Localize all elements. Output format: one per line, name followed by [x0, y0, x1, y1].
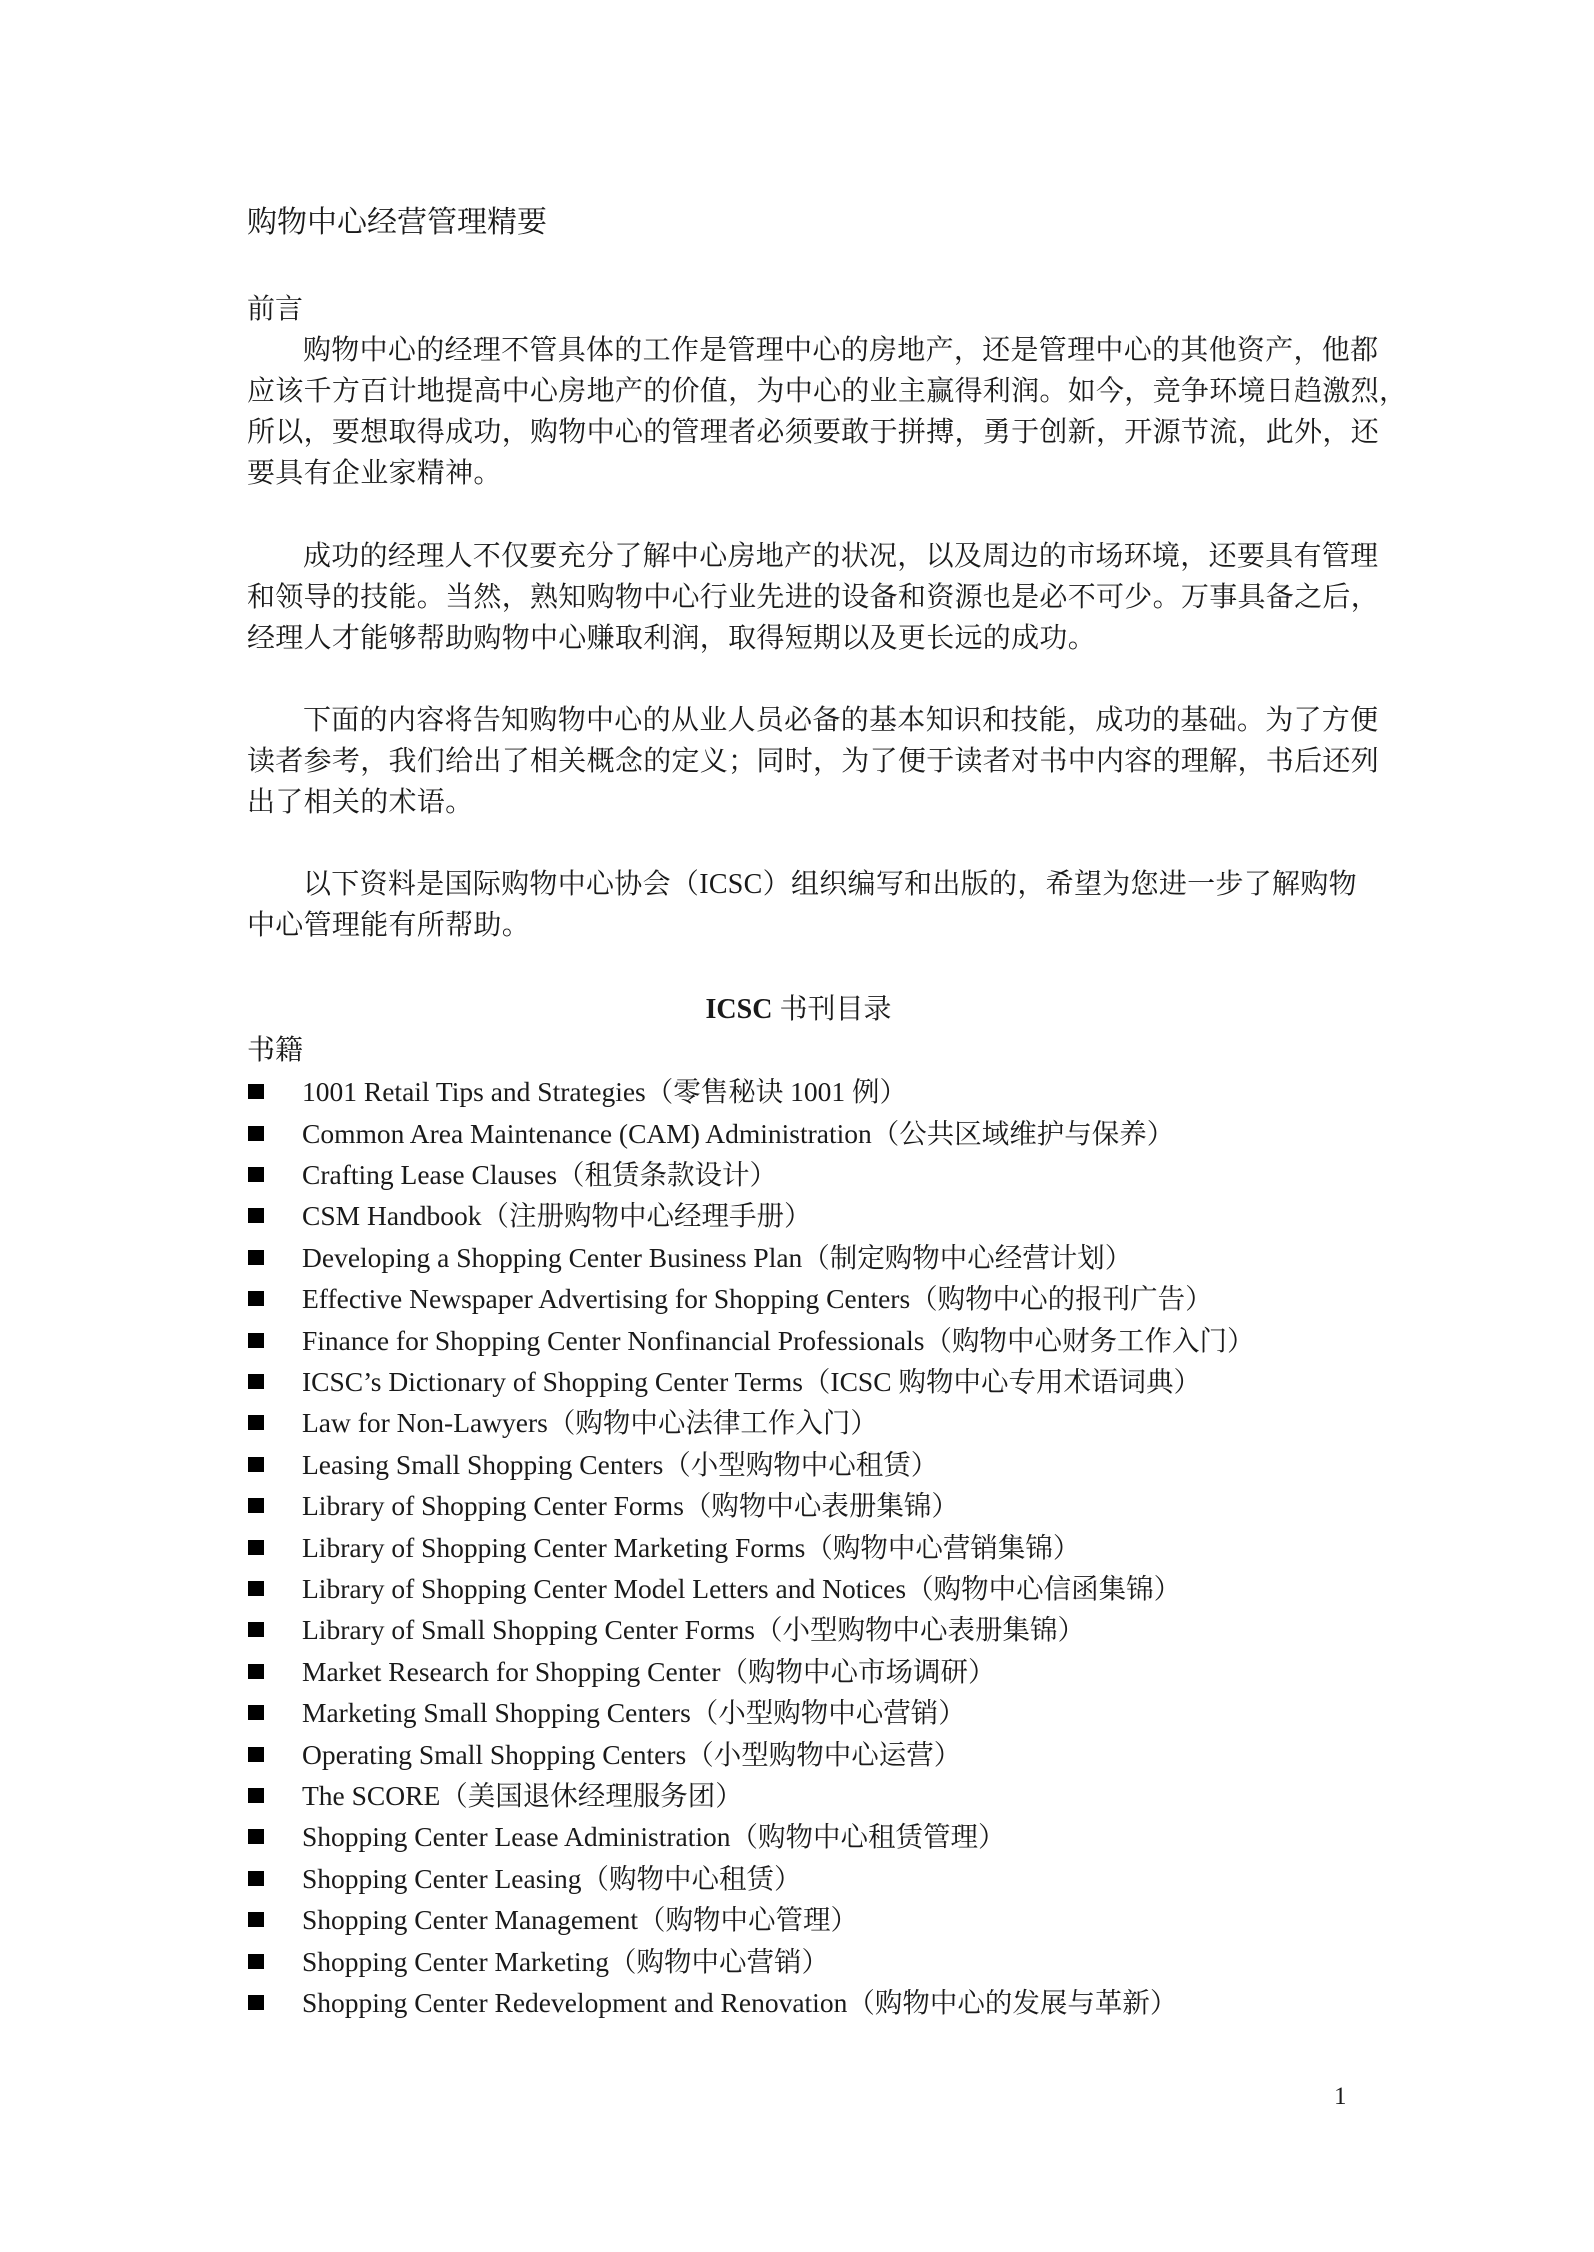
paragraph-line: 要具有企业家精神。 [247, 458, 502, 490]
book-title: Shopping Center Marketing（购物中心营销） [302, 1945, 830, 1977]
book-title: Developing a Shopping Center Business Plan（制定购物中心经营计划） [302, 1241, 1133, 1273]
book-list-item [247, 1775, 1350, 1816]
paragraph-spacer [247, 823, 1350, 864]
paragraph-line: 购物中心的经理不管具体的工作是管理中心的房地产，还是管理中心的其他资产，他都 [303, 335, 1379, 367]
book-title: Shopping Center Lease Administration（购物中心租赁管理） [302, 1821, 1006, 1853]
book-title: Operating Small Shopping Centers（小型购物中心运营） [302, 1738, 962, 1770]
paragraph-line: 下面的内容将告知购物中心的从业人员必备的基本知识和技能，成功的基础。为了方便 [303, 704, 1379, 736]
book-title: Shopping Center Management（购物中心管理） [302, 1904, 859, 1936]
square-bullet-icon [248, 1664, 264, 1679]
preface-heading: 前言 [247, 294, 304, 325]
book-title: Market Research for Shopping Center（购物中心市场调研） [302, 1655, 996, 1687]
book-title: The SCORE（美国退休经理服务团） [302, 1779, 743, 1811]
paragraph-spacer [247, 494, 1350, 535]
book-list-item [247, 1858, 1350, 1899]
book-list-item [247, 1113, 1350, 1154]
book-title: Law for Non-Lawyers（购物中心法律工作入门） [302, 1407, 878, 1439]
book-list-item [247, 1485, 1350, 1526]
paragraph [247, 864, 1357, 946]
square-bullet-icon [248, 1622, 264, 1637]
square-bullet-icon [248, 1581, 264, 1596]
square-bullet-icon [248, 1208, 264, 1223]
books-section-label: 书籍 [247, 1035, 304, 1066]
catalog-heading [247, 989, 1350, 1031]
book-list-item [247, 1237, 1350, 1278]
paragraph-line: 成功的经理人不仅要充分了解中心房地产的状况，以及周边的市场环境，还要具有管理 [303, 540, 1379, 572]
book-list-item [247, 1527, 1350, 1568]
book-list-item [247, 1816, 1350, 1857]
square-bullet-icon [248, 1250, 264, 1265]
square-bullet-icon [248, 1540, 264, 1555]
book-title: 1001 Retail Tips and Strategies（零售秘诀 1001 例） [302, 1076, 907, 1108]
paragraph-line: 中心管理能有所帮助。 [247, 910, 531, 942]
book-title: Library of Shopping Center Forms（购物中心表册集锦） [302, 1490, 959, 1522]
paragraph-line: 读者参考，我们给出了相关概念的定义；同时，为了便于读者对书中内容的理解，书后还列 [247, 746, 1380, 778]
paragraph-line: 以下资料是国际购物中心协会（ICSC）组织编写和出版的，希望为您进一步了解购物 [303, 869, 1357, 901]
book-list-item [247, 1361, 1350, 1402]
paragraph-spacer [247, 659, 1350, 700]
page-number: 1 [1334, 2083, 1347, 2110]
book-title: ICSC’s Dictionary of Shopping Center Terms（ICSC 购物中心专用术语词典） [302, 1366, 1201, 1398]
book-title: Library of Shopping Center Marketing Forms（购物中心营销集锦） [302, 1531, 1081, 1563]
square-bullet-icon [248, 1954, 264, 1969]
square-bullet-icon [248, 1747, 264, 1762]
book-list [247, 1071, 1350, 2023]
square-bullet-icon [248, 1084, 264, 1099]
book-list-item [247, 1692, 1350, 1733]
book-list-item [247, 1609, 1350, 1650]
book-list-item [247, 1982, 1350, 2023]
paragraph [247, 700, 1380, 823]
book-title: Leasing Small Shopping Centers（小型购物中心租赁） [302, 1448, 939, 1480]
book-title: Common Area Maintenance (CAM) Administration（公共区域维护与保养） [302, 1117, 1175, 1149]
book-title: Shopping Center Leasing（购物中心租赁） [302, 1862, 802, 1894]
paragraph [247, 330, 1408, 494]
paragraph [247, 536, 1380, 659]
book-list-item [247, 1195, 1350, 1236]
paragraph-line: 所以，要想取得成功，购物中心的管理者必须要敢于拼搏，勇于创新，开源节流，此外，还 [247, 417, 1380, 449]
book-list-item [247, 1320, 1350, 1361]
square-bullet-icon [248, 1333, 264, 1348]
square-bullet-icon [248, 1829, 264, 1844]
book-list-item [247, 1402, 1350, 1443]
book-title: Finance for Shopping Center Nonfinancial Professionals（购物中心财务工作入门） [302, 1324, 1255, 1356]
book-list-item [247, 1154, 1350, 1195]
book-title: Shopping Center Redevelopment and Renovation（购物中心的发展与革新） [302, 1986, 1178, 2018]
book-list-item [247, 1071, 1350, 1112]
preface-section [247, 289, 1408, 947]
book-title: CSM Handbook（注册购物中心经理手册） [302, 1200, 812, 1232]
square-bullet-icon [248, 1291, 264, 1306]
paragraph-line: 经理人才能够帮助购物中心赚取利润，取得短期以及更长远的成功。 [247, 622, 1097, 654]
catalog-heading-latin: ICSC [705, 994, 773, 1025]
square-bullet-icon [248, 1374, 264, 1389]
square-bullet-icon [248, 1788, 264, 1803]
book-title: Effective Newspaper Advertising for Shopping Centers（购物中心的报刊广告） [302, 1283, 1213, 1315]
square-bullet-icon [248, 1912, 264, 1927]
book-list-item [247, 1734, 1350, 1775]
square-bullet-icon [248, 1871, 264, 1886]
book-list-item [247, 1651, 1350, 1692]
paragraph-line: 出了相关的术语。 [247, 787, 474, 819]
book-list-item [247, 1444, 1350, 1485]
document-title: 购物中心经营管理精要 [247, 206, 547, 239]
square-bullet-icon [248, 1498, 264, 1513]
square-bullet-icon [248, 1415, 264, 1430]
square-bullet-icon [248, 1457, 264, 1472]
book-list-item [247, 1568, 1350, 1609]
book-title: Library of Shopping Center Model Letters and Notices（购物中心信函集锦） [302, 1572, 1182, 1604]
book-list-item [247, 1278, 1350, 1319]
paragraph-line: 应该千方百计地提高中心房地产的价值，为中心的业主赢得利润。如今，竞争环境日趋激烈， [247, 376, 1408, 408]
square-bullet-icon [248, 1705, 264, 1720]
paragraph-line: 和领导的技能。当然，熟知购物中心行业先进的设备和资源也是必不可少。万事具备之后， [247, 581, 1380, 613]
square-bullet-icon [248, 1126, 264, 1141]
book-list-item [247, 1941, 1350, 1982]
book-title: Library of Small Shopping Center Forms（小型购物中心表册集锦） [302, 1614, 1085, 1646]
book-title: Crafting Lease Clauses（租赁条款设计） [302, 1159, 778, 1191]
book-list-item [247, 1899, 1350, 1940]
square-bullet-icon [248, 1167, 264, 1182]
book-title: Marketing Small Shopping Centers（小型购物中心营销） [302, 1697, 966, 1729]
square-bullet-icon [248, 1995, 264, 2010]
catalog-heading-cjk: 书刊目录 [772, 994, 892, 1025]
